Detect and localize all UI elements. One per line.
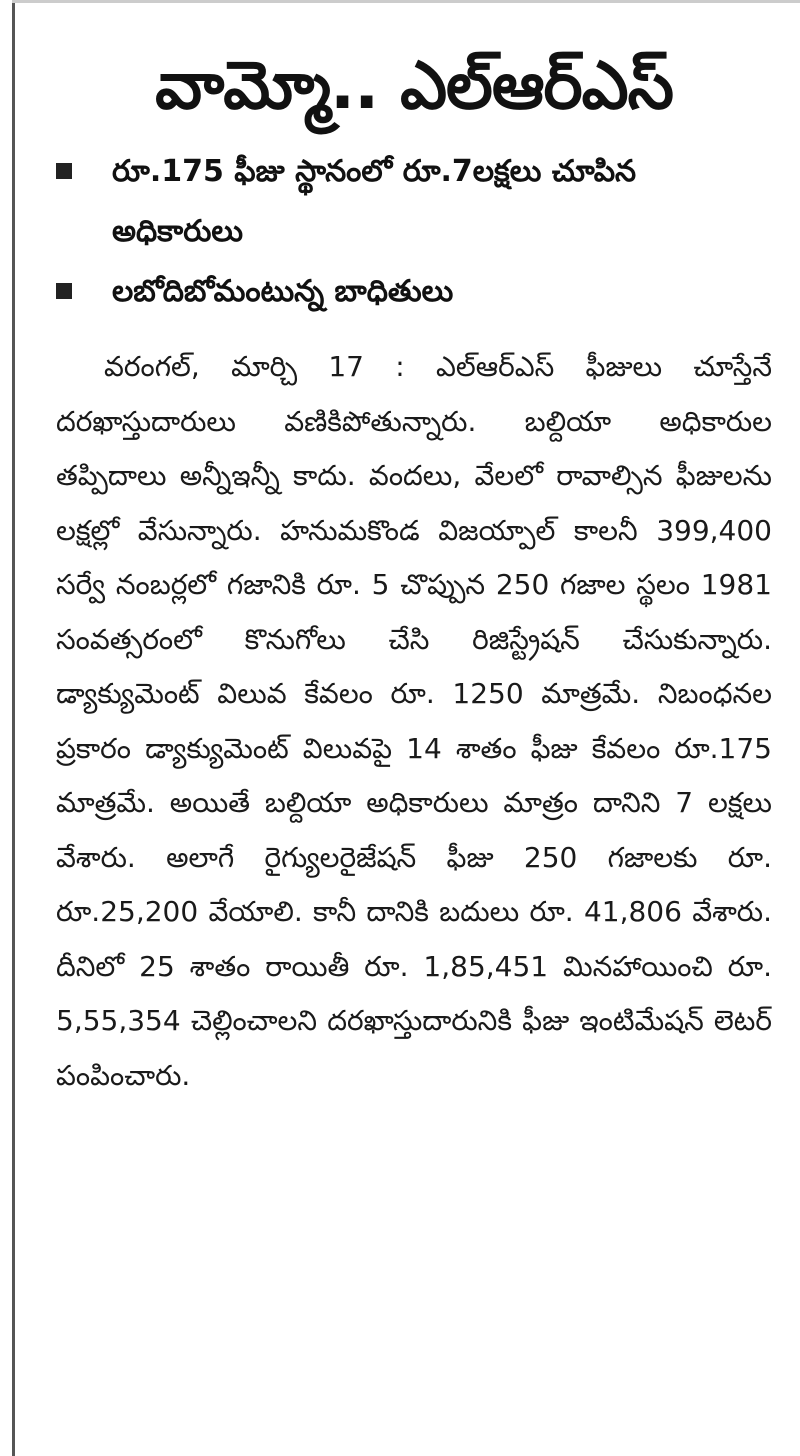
subhead-list <box>56 142 772 322</box>
subhead-text: లబోదిబోమంటున్న బాధితులు <box>112 274 454 309</box>
column-rule <box>12 0 15 1456</box>
article-body: వరంగల్, మార్చి 17 : ఎల్ఆర్ఎస్ ఫీజులు చూస్తేనే దరఖాస్తుదారులు వణికిపోతున్నారు. బల్దియా అధికారుల తప్పిదాలు అన్నీఇన్నీ కాదు. వందలు, వేలలో రావాల్సిన ఫీజులను లక్షల్లో వేసున్నారు. హనుమకొండ విజయ్పాల్ కాలనీ 399,400 సర్వే నంబర్లలో గజానికి రూ. 5 చొప్పున 250 గజాల స్థలం 1981 సంవత్సరంలో కొనుగోలు చేసి రిజిస్ట్రేషన్ చేసుకున్నారు. డ్యాక్యుమెంట్ విలువ కేవలం రూ. 1250 మాత్రమే. నిబంధనల ప్రకారం డ్యాక్యుమెంట్ విలువపై 14 శాతం ఫీజు కేవలం రూ.175 మాత్రమే. అయితే బల్దియా అధికారులు మాత్రం దానిని 7 లక్షలు వేశారు. అలాగే రైగ్యులరైజేషన్ ఫీజు 250 గజాలకు రూ. రూ.25,200 వేయాలి. కానీ దానికి బదులు రూ. 41,806 వేశారు. దీనిలో 25 శాతం రాయితీ రూ. 1,85,451 మినహాయించి రూ. 5,55,354 చెల్లించాలని దరఖాస్తుదారునికి ఫీజు ఇంటిమేషన్ లెటర్ పంపించారు. <box>56 350 772 1092</box>
subhead-item <box>56 142 772 262</box>
subhead-item <box>56 262 772 322</box>
top-border <box>12 0 800 3</box>
subhead-text: రూ.175 ఫీజు స్థానంలో రూ.7లక్షలు చూపిన అధికారులు <box>112 154 637 249</box>
article-headline: వామ్మో.. ఎల్ఆర్ఎస్ <box>155 47 673 124</box>
square-bullet-icon <box>56 163 72 179</box>
news-article <box>56 40 772 1103</box>
square-bullet-icon <box>56 283 72 299</box>
